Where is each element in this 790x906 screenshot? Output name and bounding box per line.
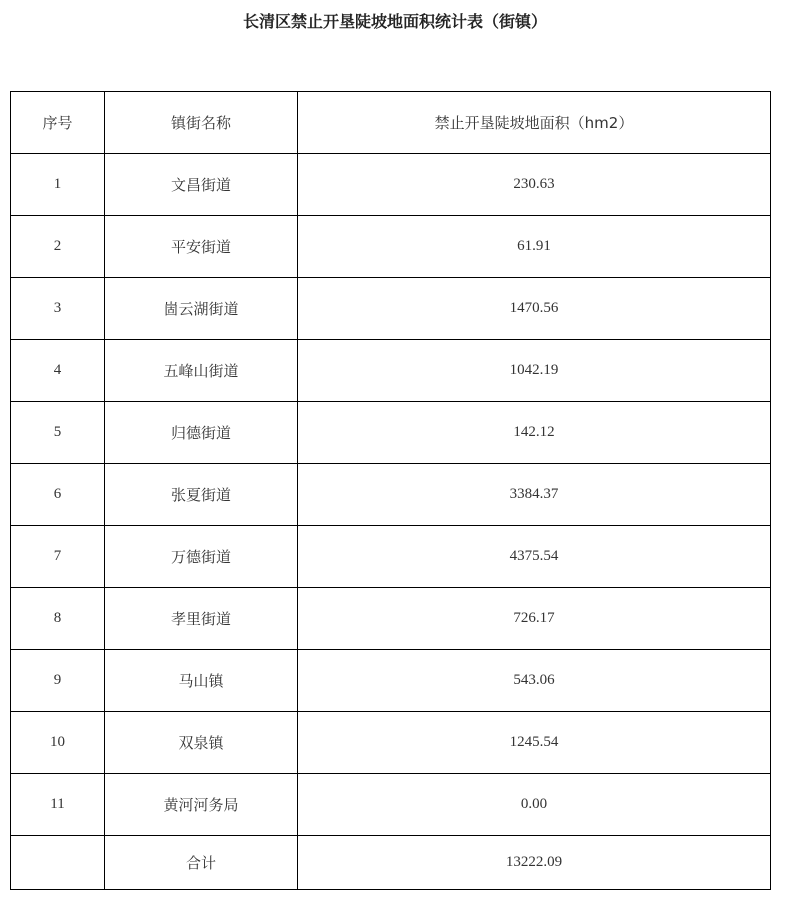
row-index: 8 [11,588,105,650]
row-area: 230.63 [298,154,771,216]
row-index: 4 [11,340,105,402]
row-name: 崮云湖街道 [105,278,298,340]
row-index: 11 [11,774,105,836]
table-row [11,216,771,278]
row-name: 归德街道 [105,402,298,464]
row-area: 726.17 [298,588,771,650]
row-area: 1042.19 [298,340,771,402]
header-index: 序号 [11,92,105,154]
area-statistics-table [10,91,771,890]
row-name: 马山镇 [105,650,298,712]
row-index: 1 [11,154,105,216]
area-statistics-table-container [10,91,771,890]
row-area: 1470.56 [298,278,771,340]
row-area: 0.00 [298,774,771,836]
row-name: 文昌街道 [105,154,298,216]
row-name: 孝里街道 [105,588,298,650]
row-area: 61.91 [298,216,771,278]
header-name: 镇街名称 [105,92,298,154]
row-name: 黄河河务局 [105,774,298,836]
row-area: 1245.54 [298,712,771,774]
row-name: 五峰山街道 [105,340,298,402]
table-row [11,340,771,402]
row-name: 万德街道 [105,526,298,588]
total-label: 合计 [105,836,298,890]
table-row [11,402,771,464]
row-area: 543.06 [298,650,771,712]
table-row [11,464,771,526]
row-name: 双泉镇 [105,712,298,774]
row-name: 张夏街道 [105,464,298,526]
table-row [11,774,771,836]
table-row [11,650,771,712]
table-row [11,588,771,650]
row-area: 4375.54 [298,526,771,588]
table-row [11,712,771,774]
row-area: 3384.37 [298,464,771,526]
table-row [11,154,771,216]
row-name: 平安街道 [105,216,298,278]
table-header-row [11,92,771,154]
row-index: 7 [11,526,105,588]
table-row [11,526,771,588]
total-area: 13222.09 [298,836,771,890]
row-index: 10 [11,712,105,774]
header-area: 禁止开垦陡坡地面积（hm2） [298,92,771,154]
row-index: 6 [11,464,105,526]
row-area: 142.12 [298,402,771,464]
document-title: 长清区禁止开垦陡坡地面积统计表（街镇） [242,12,547,31]
table-total-row [11,836,771,890]
row-index: 9 [11,650,105,712]
total-index [11,836,105,890]
row-index: 5 [11,402,105,464]
row-index: 2 [11,216,105,278]
table-row [11,278,771,340]
row-index: 3 [11,278,105,340]
